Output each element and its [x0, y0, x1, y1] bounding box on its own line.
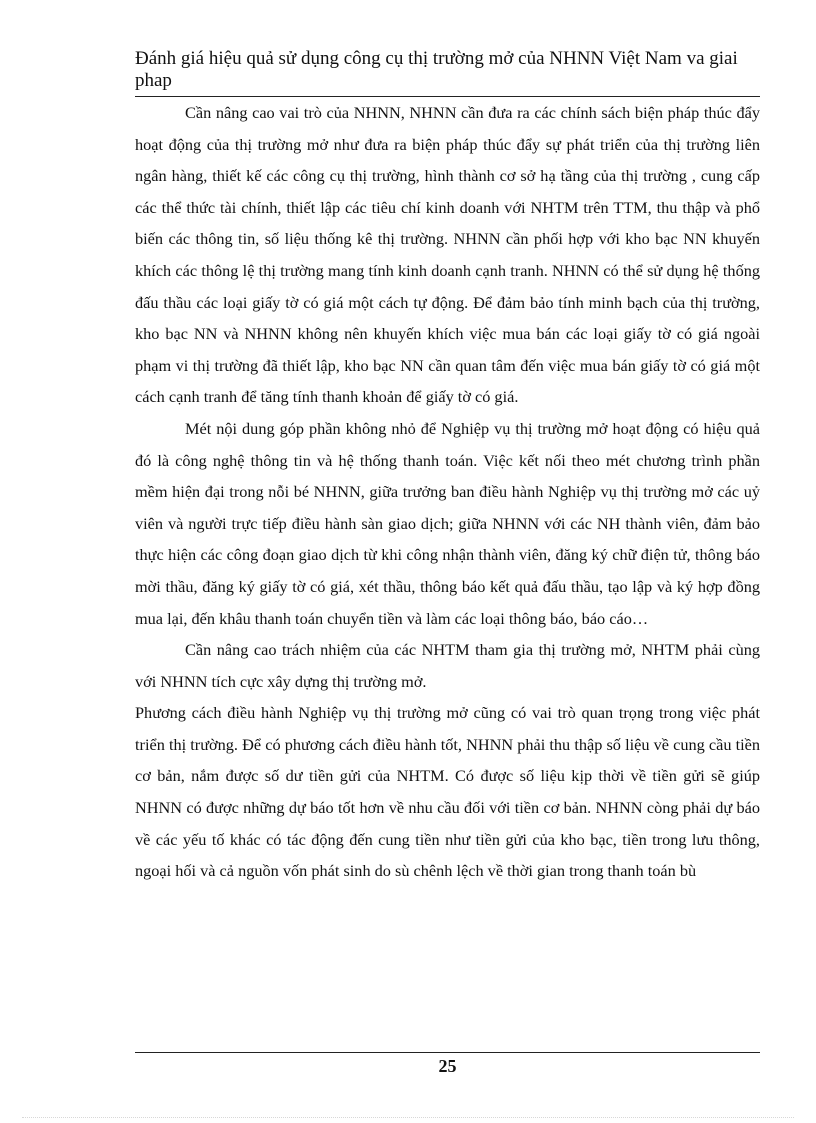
page-bottom-divider — [22, 1117, 794, 1118]
paragraph-4: Phương cách điều hành Nghiệp vụ thị trường mở cũng có vai trò quan trọng trong việc phát triển thị trường. Để có phương cách điều hành tốt, NHNN phải thu thập số liệu về cung cầu tiền cơ bản, nắm được số dư tiền gửi của NHTM. Có được số liệu kịp thời về tiền gửi sẽ giúp NHNN có được những dự báo tốt hơn về nhu cầu đối với tiền cơ bản. NHNN còng phải dự báo về các yếu tố khác có tác động đến cung tiền như tiền gửi của kho bạc, tiền trong lưu thông, ngoại hối và cả nguồn vốn phát sinh do sù chênh lệch về thời gian trong thanh toán bù — [135, 703, 760, 881]
page-footer — [135, 1052, 760, 1077]
page-header — [135, 48, 760, 97]
document-page — [135, 48, 760, 887]
paragraph-3: Cần nâng cao trách nhiệm của các NHTM tham gia thị trường mở, NHTM phải cùng với NHNN tích cực xây dựng thị trường mở. — [135, 640, 760, 691]
header-title: Đánh giá hiệu quả sử dụng công cụ thị trường mở của NHNN Việt Nam va giai phap — [135, 48, 738, 91]
paragraph-2: Mét nội dung góp phần không nhỏ để Nghiệp vụ thị trường mở hoạt động có hiệu quả đó là công nghệ thông tin và hệ thống thanh toán. Việc kết nối theo mét chương trình phần mềm hiện đại trong nỗi bé NHNN, giữa trưởng ban điều hành Nghiệp vụ thị trường mở các uỷ viên và người trực tiếp điều hành sàn giao dịch; giữa NHNN với các NH thành viên, đảm bảo thực hiện các công đoạn giao dịch từ khi công nhận thành viên, đăng ký chữ điện tử, thông báo mời thầu, đăng ký giấy tờ có giá, xét thầu, thông báo kết quả đấu thầu, tạo lập và ký hợp đồng mua lại, đến khâu thanh toán chuyển tiền và làm các loại thông báo, báo cáo… — [135, 418, 760, 628]
body-text — [135, 97, 760, 887]
page-number: 25 — [438, 1056, 457, 1076]
paragraph-1: Cần nâng cao vai trò của NHNN, NHNN cần đưa ra các chính sách biện pháp thúc đẩy hoạt động của thị trường mở như đưa ra biện pháp thúc đẩy sự phát triển của thị trường liên ngân hàng, thiết kế các công cụ thị trường, hình thành cơ sở hạ tầng của thị trường , cung cấp các thể thức tài chính, thiết lập các tiêu chí kinh doanh với NHTM trên TTM, thu thập và phổ biến các thông tin, số liệu thống kê thị trường. NHNN cần phối hợp với kho bạc NN khuyến khích các thông lệ thị trường mang tính kinh doanh cạnh tranh. NHNN có thể sử dụng hệ thống đấu thầu các loại giấy tờ có giá một cách tự động. Để đảm bảo tính minh bạch của thị trường, kho bạc NN và NHNN không nên khuyến khích việc mua bán các loại giấy tờ có giá ngoài phạm vi thị trường đã thiết lập, kho bạc NN cần quan tâm đến việc mua bán giấy tờ có giá một cách cạnh tranh để tăng tính thanh khoản để giấy tờ có giá. — [135, 103, 760, 407]
